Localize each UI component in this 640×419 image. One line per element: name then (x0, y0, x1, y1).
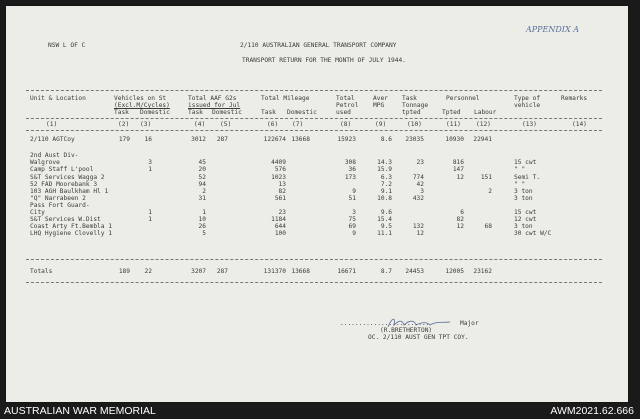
totals-cell: 24453 (405, 268, 424, 275)
totals-cell: 12005 (445, 268, 464, 275)
col-head-excl: (Excl.M/Cycles) (114, 102, 170, 109)
col-head-petrol-2: Petrol (336, 102, 359, 109)
table-cell: 23 (416, 159, 424, 166)
table-cell: 11.1 (377, 230, 392, 237)
col-head-vehicles: Vehicles on St (114, 95, 167, 102)
table-cell: 308 (344, 159, 356, 166)
table-cell: 42 (416, 181, 424, 188)
column-number: (12) (476, 121, 491, 128)
col-head-unit: Unit & Location (30, 95, 86, 102)
column-number: (7) (292, 121, 304, 128)
rule-totals-bottom (26, 282, 602, 283)
column-number: (10) (407, 121, 422, 128)
table-cell: 7.2 (380, 181, 392, 188)
table-cell: 1 (202, 209, 206, 216)
row-unit-label: 103 AGH Baulkham Hl 1 (30, 188, 109, 195)
column-number: (2) (118, 121, 130, 128)
table-cell: 561 (274, 195, 286, 202)
column-number: (9) (375, 121, 387, 128)
column-number: (6) (267, 121, 279, 128)
column-number: (4) (194, 121, 206, 128)
table-cell: 3 (148, 159, 152, 166)
row-unit-label: 52 FAD Moorebank 3 (30, 181, 98, 188)
appendix-annotation: APPENDIX A (526, 25, 579, 34)
column-number: (8) (340, 121, 352, 128)
table-cell: 5 (202, 230, 206, 237)
col-head-mpg: Aver (373, 95, 388, 102)
table-cell: 12 cwt (514, 216, 537, 223)
table-cell: 9 (352, 230, 356, 237)
signatory-rank: Major (460, 320, 479, 327)
col-head-tonnage: Task (402, 95, 417, 102)
table-cell: 151 (480, 174, 492, 181)
table-cell: 8.6 (380, 136, 392, 143)
table-cell: 20 (198, 166, 206, 173)
document-page (6, 6, 628, 402)
table-cell: 36 (348, 166, 356, 173)
signature-dots: ........................ (340, 320, 430, 327)
table-cell: 3 (420, 188, 424, 195)
table-cell: 22941 (473, 136, 492, 143)
table-cell: 2 (202, 188, 206, 195)
column-number: (1) (46, 121, 58, 128)
table-cell: 1 (148, 216, 152, 223)
totals-cell: 3207 (191, 268, 206, 275)
doc-subtitle: TRANSPORT RETURN FOR THE MONTH OF JULY 1944. (242, 57, 406, 64)
col-head-issued: issued for Jul (188, 102, 241, 109)
row-unit-label: 2/110 AGTCoy (30, 136, 75, 143)
table-cell: 132 (412, 223, 424, 230)
col-head-task-1: Task (114, 109, 129, 116)
totals-cell: 13668 (291, 268, 310, 275)
table-cell: 31 (198, 195, 206, 202)
table-cell: 26 (198, 223, 206, 230)
table-cell: 23 (278, 209, 286, 216)
table-cell: 14.3 (377, 159, 392, 166)
table-cell: 4409 (271, 159, 286, 166)
row-unit-label: "Q" Narrabeen 2 (30, 195, 86, 202)
totals-label: Totals (30, 268, 53, 275)
table-cell: 147 (452, 166, 464, 173)
row-unit-label: LHQ Hygiene Clovelly 1 (30, 230, 112, 237)
table-cell: 644 (274, 223, 286, 230)
table-cell: 52 (198, 174, 206, 181)
archive-footer (0, 403, 640, 419)
col-head-mileage: Total Mileage (261, 95, 310, 102)
table-cell: 9.5 (380, 223, 392, 230)
signatory-appointment: OC. 2/110 AUST GEN TPT COY. (368, 334, 469, 341)
row-unit-label: City (30, 209, 45, 216)
table-cell: 3 (352, 209, 356, 216)
col-head-personnel: Personnel (446, 95, 480, 102)
table-cell: 3 ton (514, 195, 533, 202)
table-cell: 68 (484, 223, 492, 230)
table-cell: 15.4 (377, 216, 392, 223)
rule-head (26, 118, 602, 119)
table-cell: 16 (144, 136, 152, 143)
table-cell: " " (514, 166, 526, 173)
table-cell: 1 (148, 209, 152, 216)
table-cell: 432 (412, 195, 424, 202)
rule-nums (26, 130, 602, 131)
column-number: (3) (140, 121, 152, 128)
totals-cell: 16671 (337, 268, 356, 275)
table-cell: 12 (456, 174, 464, 181)
table-cell: 816 (452, 159, 464, 166)
table-cell: 10 (198, 216, 206, 223)
table-cell: 12 (416, 230, 424, 237)
table-cell: 3 ton (514, 188, 533, 195)
col-head-remarks: Remarks (561, 95, 588, 102)
table-cell: 9.1 (380, 188, 392, 195)
table-cell: 75 (348, 216, 356, 223)
doc-title: 2/110 AUSTRALIAN GENERAL TRANSPORT COMPANY (240, 42, 397, 49)
table-cell: 3 ton (514, 223, 533, 230)
table-cell: 15923 (337, 136, 356, 143)
col-head-type: Type of (514, 95, 541, 102)
col-head-dom-3: Domestic (287, 109, 317, 116)
row-unit-label: Pass Fort Guard- (30, 202, 90, 209)
row-unit-label: Camp Staff L'pool (30, 166, 94, 173)
totals-cell: 287 (216, 268, 228, 275)
col-head-used: used (336, 109, 351, 116)
totals-cell: 23162 (473, 268, 492, 275)
row-unit-label: S&T Services W.Dist (30, 216, 101, 223)
col-head-vehicle-2: vehicle (514, 102, 541, 109)
totals-cell: 131370 (263, 268, 286, 275)
table-cell: 1023 (271, 174, 286, 181)
table-cell: 6 (460, 209, 464, 216)
rule-totals-top (26, 259, 602, 260)
table-cell: 13 (278, 181, 286, 188)
table-cell: 1184 (271, 216, 286, 223)
table-cell: 30 cwt W/C (514, 230, 552, 237)
table-cell: 45 (198, 159, 206, 166)
row-unit-label: 2nd Aust Div- (30, 152, 79, 159)
col-head-labour: Labour (474, 109, 497, 116)
row-unit-label: S&T Services Wagga 2 (30, 174, 105, 181)
table-cell: 774 (412, 174, 424, 181)
table-cell: 82 (278, 188, 286, 195)
table-cell: 82 (456, 216, 464, 223)
table-cell: 173 (344, 174, 356, 181)
col-head-petrol: Total (336, 95, 355, 102)
table-cell: 23035 (405, 136, 424, 143)
table-cell: 1 (148, 166, 152, 173)
col-head-dom-1: Domestic (140, 109, 170, 116)
column-number: (11) (446, 121, 461, 128)
totals-cell: 189 (118, 268, 130, 275)
col-head-task-2: Task (188, 109, 203, 116)
table-cell: 179 (118, 136, 130, 143)
table-cell: 15.9 (377, 166, 392, 173)
doc-ref: NSW L OF C (48, 42, 86, 49)
archive-id: AWM2021.62.666 (550, 405, 634, 417)
col-head-g2s: Total AAF G2s (188, 95, 237, 102)
table-cell: 100 (274, 230, 286, 237)
col-head-task-3: Task (261, 109, 276, 116)
table-cell: 15 cwt (514, 209, 537, 216)
table-cell: 9 (352, 188, 356, 195)
table-cell: 6.3 (380, 174, 392, 181)
table-cell: 51 (348, 195, 356, 202)
table-cell: 10.8 (377, 195, 392, 202)
table-cell: 94 (198, 181, 206, 188)
table-cell: 287 (216, 136, 228, 143)
table-cell: 15 cwt (514, 159, 537, 166)
table-cell: 9.6 (380, 209, 392, 216)
col-head-tonnage-2: Tonnage (402, 102, 429, 109)
table-cell: 12 (456, 223, 464, 230)
column-number: (13) (522, 121, 537, 128)
rule-top (26, 90, 602, 91)
table-cell: 13668 (291, 136, 310, 143)
row-unit-label: Walgrove (30, 159, 60, 166)
col-head-mpg-2: MPG (373, 102, 385, 109)
archive-name: AUSTRALIAN WAR MEMORIAL (4, 405, 156, 417)
table-cell: 10930 (445, 136, 464, 143)
table-cell: Semi T. (514, 174, 541, 181)
signatory-name: (R.BRETHERTON) (380, 327, 433, 334)
table-cell: 69 (348, 223, 356, 230)
totals-cell: 22 (144, 268, 152, 275)
col-head-tpted: tpted (402, 109, 421, 116)
column-number: (5) (220, 121, 232, 128)
table-cell: " " (514, 181, 526, 188)
table-cell: 2 (488, 188, 492, 195)
table-cell: 3012 (191, 136, 206, 143)
col-head-tpted-2: Tpted (442, 109, 461, 116)
col-head-dom-2: Domestic (212, 109, 242, 116)
table-cell: 122674 (263, 136, 286, 143)
row-unit-label: Coast Arty Ft.Bembla 1 (30, 223, 112, 230)
totals-cell: 8.7 (380, 268, 392, 275)
table-cell: 576 (274, 166, 286, 173)
column-number: (14) (572, 121, 587, 128)
